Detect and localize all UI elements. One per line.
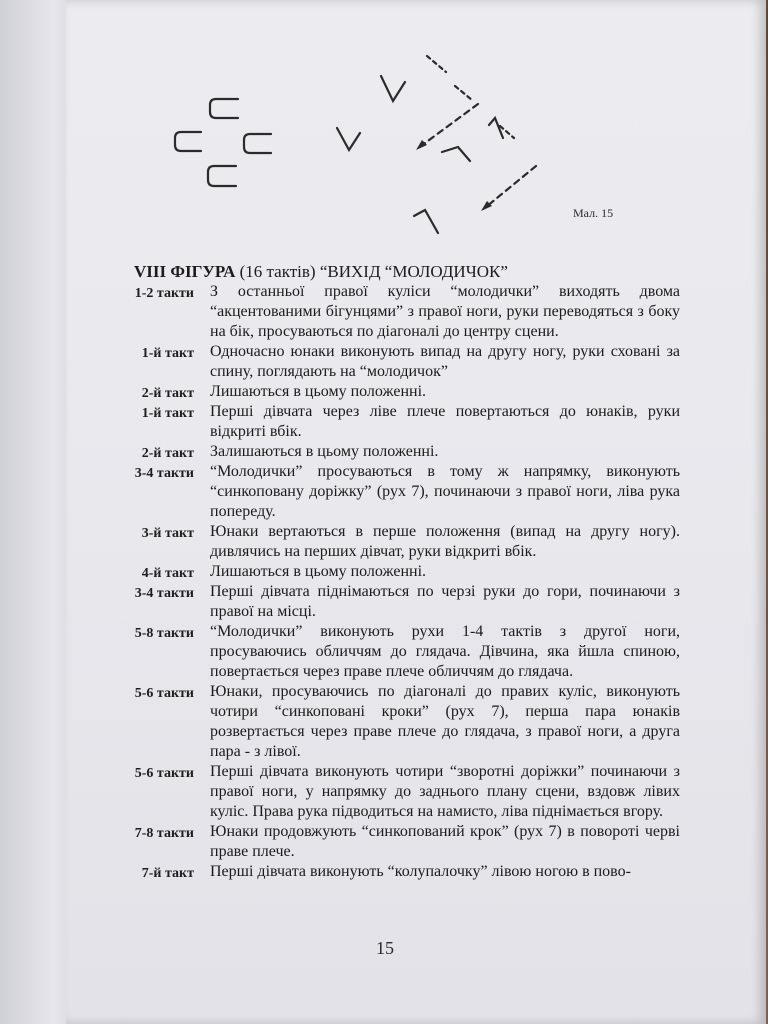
movement-description: Перші дівчата виконують чотири “зворотні доріжки” починаючи з правої ноги, у напрямку до заднього плану сцени, вздовж лівих куліс. Права рука підводиться на намисто, ліва піднімається вгору.	[210, 763, 680, 820]
table-row	[0, 762, 768, 822]
movement-description: “Молодички” виконують рухи 1-4 тактів з другої ноги, просуваючись обличчям до глядача. Дівчина, яка йшла спиною, повертається через праве плече обличчям до глядача.	[210, 623, 680, 680]
movement-description: Перші дівчата виконують “колупалочку” лівою ногою в пово-	[210, 863, 631, 880]
table-row	[0, 382, 768, 402]
beat-label: 5-8 такти	[134, 626, 194, 641]
beat-label: 1-2 такти	[134, 286, 194, 301]
beat-label: 4-й такт	[141, 566, 194, 581]
heading-figure-number: VIII ФІГУРА	[134, 262, 236, 281]
movement-arrow	[486, 166, 536, 207]
movement-arrow	[455, 86, 472, 100]
dancer-chevron	[381, 76, 405, 101]
beat-label: 1-й такт	[141, 406, 194, 421]
dancer-marker	[208, 166, 236, 186]
table-row	[0, 522, 768, 562]
beat-label: 1-й такт	[141, 346, 194, 361]
dancer-chevron	[337, 128, 360, 150]
beat-label: 7-й такт	[141, 866, 194, 881]
dancer-marker	[175, 132, 201, 151]
table-row	[0, 582, 768, 622]
dance-diagram	[0, 0, 768, 260]
movement-description: Перші дівчата піднімаються по черзі руки до гори, починаючи з правої на місці.	[210, 583, 680, 620]
beat-label: 5-6 такти	[134, 766, 194, 781]
table-row	[0, 282, 768, 342]
movement-description: Перші дівчата через ліве плече повертаються до юнаків, руки відкриті вбік.	[210, 403, 680, 440]
arrow-head	[416, 140, 427, 150]
movement-description: “Молодички” просуваються в тому ж напрямку, виконують “синкоповану доріжку” (рух 7), починаючи з правої ноги, ліва рука попереду.	[210, 463, 680, 520]
table-row	[0, 862, 768, 882]
table-row	[0, 562, 768, 582]
beat-label: 3-4 такти	[134, 466, 194, 481]
movement-arrow	[427, 56, 446, 72]
figure-label: Мал. 15	[573, 206, 614, 220]
section-heading	[134, 262, 508, 282]
movement-description: Юнаки, просуваючись по діагоналі до правих куліс, виконують чотири “синкоповані кроки” (рух 7), перша пара юнаків розвертається через праве плече до глядача, з правої ноги, а друга пара - з лівої.	[210, 683, 680, 760]
beat-label: 2-й такт	[141, 386, 194, 401]
table-row	[0, 822, 768, 862]
beat-label: 3-4 такти	[134, 586, 194, 601]
movement-description: Юнаки вертаються в перше положення (випад на другу ногу). дивлячись на перших дівчат, руки відкриті вбік.	[210, 523, 680, 560]
movement-description: Юнаки продовжують “синкопований крок” (рух 7) в повороті черві праве плече.	[210, 823, 680, 860]
movement-description: Одночасно юнаки виконують випад на другу ногу, руки сховані за спину, поглядають на “молодичок”	[210, 343, 680, 380]
dancer-marker	[210, 99, 238, 118]
movement-description: З останньої правої куліси “молодички” виходять двома “акцентованими бігунцями” з правої ноги, руки переводяться з боку на бік, просуваються по діагоналі до центру сцени.	[210, 283, 680, 340]
beat-label: 5-6 такти	[134, 686, 194, 701]
table-row	[0, 342, 768, 382]
dancer-chevron	[442, 147, 470, 161]
beat-label: 7-8 такти	[134, 826, 194, 841]
dancer-marker	[244, 134, 271, 153]
table-row	[0, 402, 768, 442]
table-row	[0, 442, 768, 462]
table-row	[0, 622, 768, 682]
movement-description: Залишаються в цьому положенні.	[210, 443, 439, 460]
heading-title: (16 тактів) “ВИХІД “МОЛОДИЧОК”	[235, 262, 508, 281]
page-number: 15	[376, 938, 394, 958]
dancer-chevron	[414, 210, 438, 233]
movement-description: Лишаються в цьому положенні.	[210, 563, 427, 580]
beat-label: 3-й такт	[141, 526, 194, 541]
movement-arrow	[421, 104, 478, 146]
choreography-table	[0, 282, 768, 882]
table-row	[0, 682, 768, 762]
table-row	[0, 462, 768, 522]
beat-label: 2-й такт	[141, 446, 194, 461]
movement-description: Лишаються в цьому положенні.	[210, 383, 427, 400]
